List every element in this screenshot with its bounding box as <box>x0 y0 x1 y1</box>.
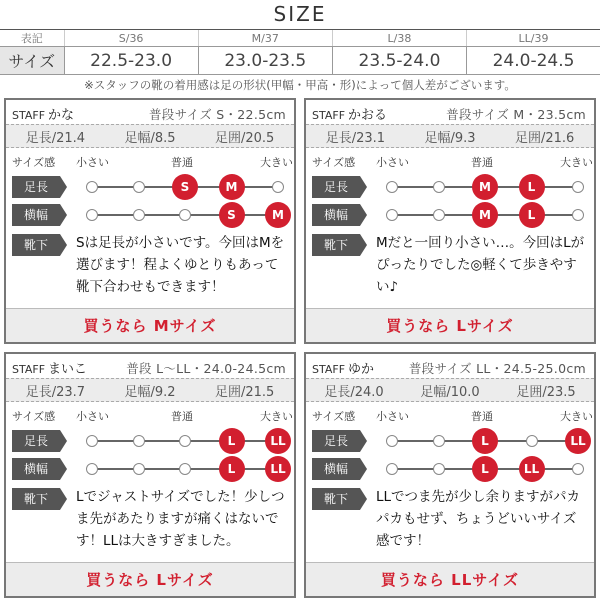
staff-name: まいこ <box>48 362 88 377</box>
track-dot <box>433 181 445 193</box>
size-title: SIZE <box>273 2 327 26</box>
buy-recommendation: 買うなら LLサイズ <box>306 562 594 596</box>
size-marker: M <box>219 174 245 200</box>
usual-size: 普段サイズ M・23.5cm <box>446 107 586 122</box>
foot-measurements <box>306 124 594 148</box>
row-label-length: 足長 <box>12 430 60 452</box>
row-label-width: 横幅 <box>12 458 60 480</box>
staff-label: STAFF <box>12 109 46 122</box>
size-marker: M <box>472 174 498 200</box>
track-dot <box>386 181 398 193</box>
size-fit-track <box>392 458 578 480</box>
track-dot <box>86 181 98 193</box>
size-marker: L <box>519 202 545 228</box>
size-fit-track <box>92 430 286 452</box>
track-dot <box>133 209 145 221</box>
size-marker: LL <box>565 428 591 454</box>
size-marker: L <box>519 174 545 200</box>
track-dot <box>433 463 445 475</box>
size-header-cell: 表記 <box>0 30 64 47</box>
staff-header <box>12 358 286 376</box>
track-dot <box>179 209 191 221</box>
track-dot <box>386 463 398 475</box>
row-label-shoes: 靴下 <box>12 234 60 256</box>
staff-label: STAFF <box>312 363 346 376</box>
staff-card <box>304 98 596 344</box>
size-row-label: サイズ <box>0 47 64 75</box>
fit-scale-header <box>306 408 594 424</box>
size-marker: S <box>172 174 198 200</box>
row-label-width: 横幅 <box>312 458 360 480</box>
size-fit-track <box>92 176 278 198</box>
size-value-cell: 23.0-23.5 <box>198 47 332 75</box>
staff-label: STAFF <box>312 109 346 122</box>
scale-label: サイズ感 <box>312 156 356 169</box>
size-header-cell: L/38 <box>332 30 466 47</box>
track-dot <box>572 463 584 475</box>
foot-girth: 足囲/23.5 <box>516 384 576 400</box>
size-fit-track <box>92 204 284 226</box>
scale-normal: 普通 <box>471 156 493 169</box>
foot-width: 足幅/9.3 <box>424 130 476 146</box>
scale-normal: 普通 <box>171 156 193 169</box>
staff-name: ゆか <box>348 362 375 377</box>
track-dot <box>86 463 98 475</box>
scale-label: サイズ感 <box>12 410 56 423</box>
track-dot <box>133 463 145 475</box>
staff-card <box>4 98 296 344</box>
size-header-cell: M/37 <box>198 30 332 47</box>
track-dot <box>133 435 145 447</box>
track-dot <box>386 435 398 447</box>
foot-length: 足長/24.0 <box>324 384 384 400</box>
foot-width: 足幅/8.5 <box>124 130 176 146</box>
foot-length: 足長/23.7 <box>25 384 86 400</box>
size-marker: L <box>219 456 245 482</box>
row-label-length: 足長 <box>312 430 360 452</box>
row-label-shoes: 靴下 <box>312 488 360 510</box>
scale-small: 小さい <box>76 410 109 423</box>
row-label-width: 横幅 <box>312 204 360 226</box>
track-dot <box>179 435 191 447</box>
size-header-cell: LL/39 <box>467 30 600 47</box>
scale-small: 小さい <box>376 156 409 169</box>
row-label-length: 足長 <box>312 176 360 198</box>
size-marker: LL <box>519 456 545 482</box>
staff-header <box>312 104 586 122</box>
row-label-length: 足長 <box>12 176 60 198</box>
size-marker: L <box>219 428 245 454</box>
staff-comment: Lでジャストサイズでした！少しつま先があたりますが痛くはないです！LLは大きすぎました。 <box>76 489 285 549</box>
staff-card <box>4 352 296 598</box>
size-marker: LL <box>265 428 291 454</box>
track-dot <box>572 209 584 221</box>
scale-large: 大きい <box>560 156 593 169</box>
foot-width: 足幅/10.0 <box>420 384 480 400</box>
staff-label: STAFF <box>12 363 46 376</box>
size-marker: S <box>219 202 245 228</box>
foot-girth: 足囲/21.6 <box>514 130 575 146</box>
staff-card <box>304 352 596 598</box>
track-dot <box>572 181 584 193</box>
size-marker: L <box>472 428 498 454</box>
staff-header <box>12 104 286 122</box>
size-value-cell: 23.5-24.0 <box>332 47 466 75</box>
foot-measurements <box>6 378 294 402</box>
size-fit-track <box>392 430 586 452</box>
fit-scale-header <box>6 408 294 424</box>
track-dot <box>433 209 445 221</box>
foot-girth: 足囲/20.5 <box>214 130 275 146</box>
staff-header <box>312 358 586 376</box>
usual-size: 普段サイズ S・22.5cm <box>149 107 286 122</box>
track-dot <box>86 209 98 221</box>
size-header-cell: S/36 <box>64 30 198 47</box>
usual-size: 普段サイズ LL・24.5-25.0cm <box>408 361 586 376</box>
track-dot <box>133 181 145 193</box>
size-marker: M <box>265 202 291 228</box>
scale-large: 大きい <box>260 156 293 169</box>
row-label-shoes: 靴下 <box>312 234 360 256</box>
buy-recommendation: 買うなら Mサイズ <box>6 308 294 342</box>
scale-small: 小さい <box>76 156 109 169</box>
foot-girth: 足囲/21.5 <box>214 384 275 400</box>
foot-length: 足長/23.1 <box>325 130 386 146</box>
track-dot <box>433 435 445 447</box>
foot-measurements <box>6 124 294 148</box>
foot-length: 足長/21.4 <box>25 130 86 146</box>
foot-width: 足幅/9.2 <box>124 384 176 400</box>
size-marker: L <box>472 456 498 482</box>
track-dot <box>386 209 398 221</box>
size-marker: M <box>472 202 498 228</box>
staff-comment: LLでつま先が少し余りますがパカパカもせず、ちょうどいいサイズ感です！ <box>376 489 581 549</box>
scale-normal: 普通 <box>171 410 193 423</box>
size-marker: LL <box>265 456 291 482</box>
fit-note: ※スタッフの靴の着用感は足の形状(甲幅・甲高・形)によって個人差がございます。 <box>84 78 516 92</box>
fit-scale-header <box>6 154 294 170</box>
track-dot <box>526 435 538 447</box>
foot-measurements <box>306 378 594 402</box>
staff-name: かおる <box>348 108 388 123</box>
buy-recommendation: 買うなら Lサイズ <box>6 562 294 596</box>
staff-name: かな <box>48 108 75 123</box>
usual-size: 普段 L〜LL・24.0-24.5cm <box>126 361 286 376</box>
scale-label: サイズ感 <box>12 156 56 169</box>
scale-normal: 普通 <box>471 410 493 423</box>
row-label-width: 横幅 <box>12 204 60 226</box>
size-value-cell: 22.5-23.0 <box>64 47 198 75</box>
scale-large: 大きい <box>560 410 593 423</box>
size-fit-track <box>392 204 578 226</box>
staff-comment: Mだと一回り小さい…。今回はLがぴったりでした◎軽くて歩きやすい♪ <box>376 235 585 295</box>
size-table <box>0 30 600 75</box>
track-dot <box>179 463 191 475</box>
scale-label: サイズ感 <box>312 410 356 423</box>
scale-large: 大きい <box>260 410 293 423</box>
size-value-cell: 24.0-24.5 <box>467 47 600 75</box>
size-fit-track <box>92 458 286 480</box>
size-table-header-row <box>0 30 600 47</box>
buy-recommendation: 買うなら Lサイズ <box>306 308 594 342</box>
size-table-value-row <box>0 47 600 75</box>
track-dot <box>86 435 98 447</box>
scale-small: 小さい <box>376 410 409 423</box>
row-label-shoes: 靴下 <box>12 488 60 510</box>
size-fit-track <box>392 176 578 198</box>
staff-comment: Sは足長が小さいです。今回はMを選びます！程よくゆとりもあって靴下合わせもできます！ <box>76 235 285 295</box>
track-dot <box>272 181 284 193</box>
fit-scale-header <box>306 154 594 170</box>
